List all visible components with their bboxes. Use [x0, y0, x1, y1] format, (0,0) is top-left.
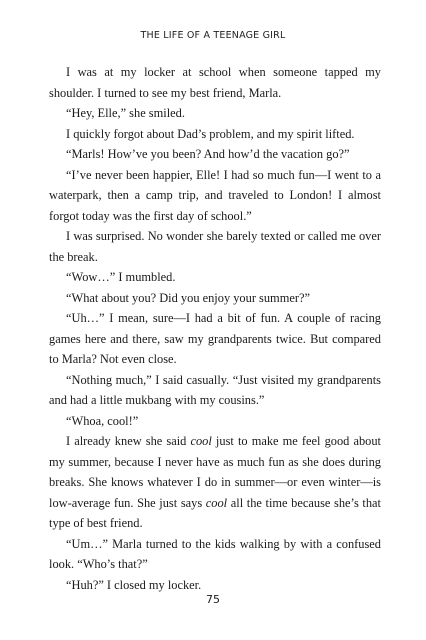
- italic-word: cool: [190, 434, 212, 448]
- paragraph: “Wow…” I mumbled.: [66, 270, 176, 284]
- paragraph: “I’ve never been happier, Elle! I had so much fun—I went to a waterpark, then a camp trip, and traveled to London! I almost forgot today was the first day of school.”: [49, 167, 381, 223]
- italic-word: cool: [205, 495, 228, 510]
- paragraph: “Marls! How’ve you been? And how’d the vacation go?”: [66, 147, 350, 161]
- paragraph: I quickly forgot about Dad’s problem, and my spirit lifted.: [66, 126, 355, 141]
- paragraph: I was at my locker at school when someone tapped my shoulder. I turned to see my best friend, Marla.: [49, 65, 381, 100]
- paragraph: “Uh…” I mean, sure—I had a bit of fun. A couple of racing games here and there, saw my grandparents twice. But compared to Marla? Not even close.: [49, 311, 381, 366]
- paragraph: “Whoa, cool!”: [66, 413, 139, 428]
- paragraph: “Huh?” I closed my locker.: [66, 577, 202, 592]
- paragraph: “Hey, Elle,” she smiled.: [66, 106, 185, 120]
- running-header: THE LIFE OF A TEENAGE GIRL: [140, 30, 286, 41]
- paragraph: “Nothing much,” I said casually. “Just visited my grandparents and had a little mukbang with my cousins.”: [49, 372, 381, 407]
- text-run: I already knew she said: [66, 434, 191, 448]
- paragraph-cool: [49, 431, 381, 534]
- paragraph: “What about you? Did you enjoy your summer?”: [66, 290, 310, 305]
- paragraph: “Um…” Marla turned to the kids walking by with a confused look. “Who’s that?”: [49, 536, 381, 571]
- text-run: all the time because she’s that type of best friend.: [49, 495, 381, 530]
- text-run: just to make me feel good about my summer, because I never have as much fun as she does during breaks. She knows whatever I do in summer—or even winter—is low-average fun. She just says: [49, 434, 381, 510]
- page-number: 75: [206, 593, 220, 606]
- paragraph: I was surprised. No wonder she barely texted or called me over the break.: [49, 229, 381, 264]
- body-text: [49, 62, 381, 595]
